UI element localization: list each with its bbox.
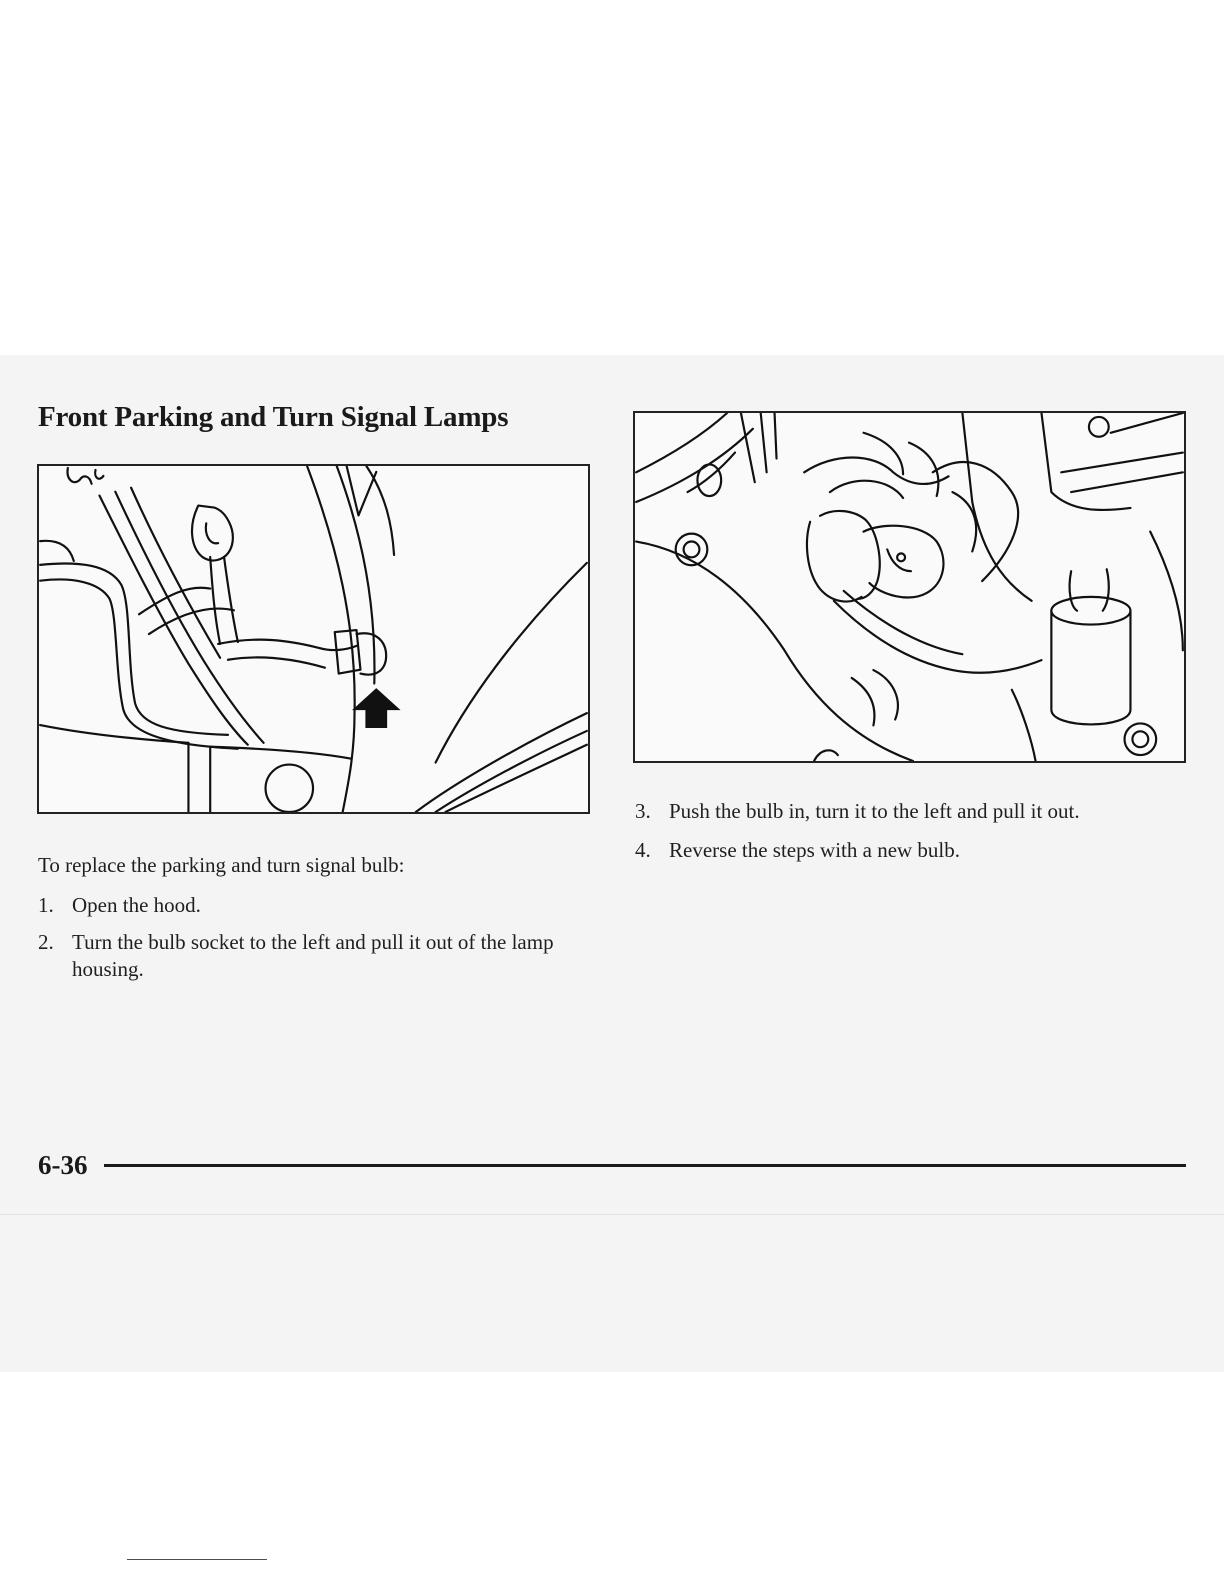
footer-rule <box>104 1164 1186 1167</box>
step-item <box>635 837 1195 864</box>
bulb-socket-illustration <box>37 464 590 814</box>
bulb-removal-illustration <box>633 411 1186 763</box>
steps-list-left <box>38 892 583 993</box>
step-number: 4. <box>635 838 651 862</box>
step-text: Open the hood. <box>72 893 201 917</box>
step-item <box>635 798 1195 825</box>
step-number: 2. <box>38 930 54 954</box>
step-number: 3. <box>635 799 651 823</box>
page-number: 6-36 <box>38 1150 88 1180</box>
bottom-underline <box>127 1559 267 1560</box>
step-number: 1. <box>38 893 54 917</box>
intro-text: To replace the parking and turn signal bulb: <box>38 853 405 877</box>
step-text: Turn the bulb socket to the left and pull it out of the lamp housing. <box>72 930 554 981</box>
steps-list-right <box>635 798 1195 876</box>
step-item <box>38 892 583 919</box>
bulb-removal-drawing <box>635 413 1184 761</box>
step-text: Reverse the steps with a new bulb. <box>669 838 961 862</box>
bulb-socket-drawing <box>39 466 588 812</box>
up-arrow-icon <box>355 689 398 727</box>
section-title: Front Parking and Turn Signal Lamps <box>38 401 509 433</box>
step-text: Push the bulb in, turn it to the left and pull it out. <box>669 799 1080 823</box>
page-divider <box>0 1214 1224 1215</box>
step-item <box>38 929 583 983</box>
